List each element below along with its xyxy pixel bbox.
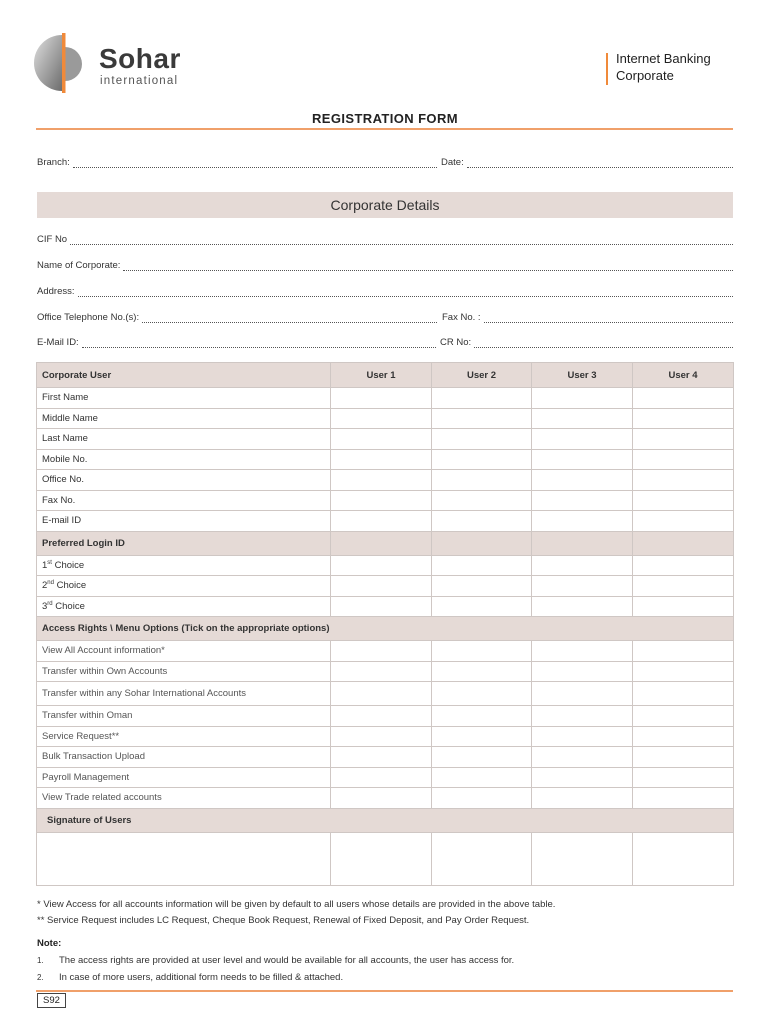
tick-cell[interactable] xyxy=(432,788,532,809)
row-label: Transfer within any Sohar International Accounts xyxy=(37,682,331,706)
table-row xyxy=(37,767,734,788)
input-cell[interactable] xyxy=(432,429,532,450)
tick-cell[interactable] xyxy=(532,767,633,788)
note-item-1: 1. The access rights are provided at user level and would be available for all accounts, the user has access for. xyxy=(37,955,515,966)
tick-cell[interactable] xyxy=(633,747,734,768)
table-header-user-4: User 4 xyxy=(633,363,734,388)
row-label: E-mail ID xyxy=(37,511,331,532)
tick-cell[interactable] xyxy=(532,682,633,706)
input-cell[interactable] xyxy=(331,596,432,617)
tick-cell[interactable] xyxy=(331,706,432,727)
row-label: 3rd Choice xyxy=(37,596,331,617)
header-line-1: Internet Banking xyxy=(616,51,711,66)
input-cell[interactable] xyxy=(432,449,532,470)
tick-cell[interactable] xyxy=(633,767,734,788)
cr-label: CR No: xyxy=(440,337,472,348)
table-header-user-3: User 3 xyxy=(532,363,633,388)
table-row xyxy=(37,429,734,450)
tick-cell[interactable] xyxy=(532,641,633,662)
input-cell[interactable] xyxy=(331,429,432,450)
tick-cell[interactable] xyxy=(331,726,432,747)
tick-cell[interactable] xyxy=(633,706,734,727)
input-cell[interactable] xyxy=(532,408,633,429)
address-field[interactable] xyxy=(37,285,733,297)
row-label: Transfer within Own Accounts xyxy=(37,661,331,682)
footnote-service-request: ** Service Request includes LC Request, Cheque Book Request, Renewal of Fixed Deposit, and Pay Order Request. xyxy=(37,915,530,926)
signature-cell-user-1[interactable] xyxy=(331,832,432,885)
footer-divider xyxy=(36,990,733,992)
input-cell[interactable] xyxy=(633,470,734,491)
input-cell[interactable] xyxy=(432,490,532,511)
input-cell[interactable] xyxy=(432,470,532,491)
tick-cell[interactable] xyxy=(432,641,532,662)
date-field[interactable] xyxy=(441,156,733,168)
row-label: Fax No. xyxy=(37,490,331,511)
signature-cell-user-3[interactable] xyxy=(532,832,633,885)
row-label: Transfer within Oman xyxy=(37,706,331,727)
row-label: Middle Name xyxy=(37,408,331,429)
tick-cell[interactable] xyxy=(633,788,734,809)
table-row xyxy=(37,706,734,727)
table-row xyxy=(37,388,734,409)
table-row xyxy=(37,449,734,470)
users-table xyxy=(36,362,734,886)
table-row xyxy=(37,641,734,662)
signature-blank-cell xyxy=(37,832,331,885)
tick-cell[interactable] xyxy=(331,641,432,662)
tick-cell[interactable] xyxy=(331,661,432,682)
row-label: 2nd Choice xyxy=(37,576,331,597)
input-cell[interactable] xyxy=(532,470,633,491)
input-cell[interactable] xyxy=(331,449,432,470)
tick-cell[interactable] xyxy=(532,747,633,768)
input-cell[interactable] xyxy=(532,449,633,470)
email-label: E-Mail ID: xyxy=(37,337,79,348)
form-code: S92 xyxy=(37,993,66,1008)
table-header-user-2: User 2 xyxy=(432,363,532,388)
table-row xyxy=(37,661,734,682)
tick-cell[interactable] xyxy=(331,767,432,788)
brand-subtitle: international xyxy=(100,75,179,87)
input-cell[interactable] xyxy=(432,576,532,597)
telephone-label: Office Telephone No.(s): xyxy=(37,312,140,323)
input-cell[interactable] xyxy=(633,408,734,429)
form-title: REGISTRATION FORM xyxy=(312,111,458,126)
signature-row xyxy=(37,832,734,885)
branch-field[interactable] xyxy=(37,156,437,168)
header-product-label xyxy=(616,50,711,84)
row-label: View Trade related accounts xyxy=(37,788,331,809)
table-header-row xyxy=(37,363,734,388)
address-label: Address: xyxy=(37,286,75,297)
table-row xyxy=(37,596,734,617)
input-cell[interactable] xyxy=(331,576,432,597)
row-label: Service Request** xyxy=(37,726,331,747)
tick-cell[interactable] xyxy=(532,706,633,727)
input-cell[interactable] xyxy=(331,490,432,511)
tick-cell[interactable] xyxy=(331,747,432,768)
row-label: 1st Choice xyxy=(37,555,331,576)
input-cell[interactable] xyxy=(532,429,633,450)
input-cell[interactable] xyxy=(532,511,633,532)
brand-name: Sohar xyxy=(99,43,181,74)
preferred-login-section-row xyxy=(37,531,734,555)
input-cell[interactable] xyxy=(532,596,633,617)
tick-cell[interactable] xyxy=(532,726,633,747)
row-label: Mobile No. xyxy=(37,449,331,470)
tick-cell[interactable] xyxy=(633,641,734,662)
input-cell[interactable] xyxy=(532,576,633,597)
input-cell[interactable] xyxy=(633,511,734,532)
table-row xyxy=(37,726,734,747)
table-header-corporate-user: Corporate User xyxy=(37,363,331,388)
tick-cell[interactable] xyxy=(432,747,532,768)
row-label: Last Name xyxy=(37,429,331,450)
table-row xyxy=(37,470,734,491)
table-row xyxy=(37,408,734,429)
branch-label: Branch: xyxy=(37,157,70,168)
tick-cell[interactable] xyxy=(633,726,734,747)
tick-cell[interactable] xyxy=(331,788,432,809)
table-row xyxy=(37,747,734,768)
email-field[interactable] xyxy=(37,336,436,348)
corporate-details-header: Corporate Details xyxy=(37,192,733,218)
note-item-2: 2. In case of more users, additional form needs to be filled & attached. xyxy=(37,972,344,983)
row-label: View All Account information* xyxy=(37,641,331,662)
cif-field[interactable] xyxy=(37,233,733,245)
tick-cell[interactable] xyxy=(432,726,532,747)
table-row xyxy=(37,555,734,576)
access-rights-heading: Access Rights \ Menu Options (Tick on the appropriate options) xyxy=(37,617,734,641)
signature-section-row xyxy=(37,808,734,832)
input-cell[interactable] xyxy=(432,408,532,429)
input-cell[interactable] xyxy=(532,388,633,409)
signature-cell-user-2[interactable] xyxy=(432,832,532,885)
telephone-field[interactable] xyxy=(37,311,437,323)
input-cell[interactable] xyxy=(633,596,734,617)
input-cell[interactable] xyxy=(331,555,432,576)
input-cell[interactable] xyxy=(331,408,432,429)
footnote-view-access: * View Access for all accounts information will be given by default to all users whose details are provided in the above table. xyxy=(37,899,556,910)
input-cell[interactable] xyxy=(633,490,734,511)
input-cell[interactable] xyxy=(432,596,532,617)
tick-cell[interactable] xyxy=(633,661,734,682)
tick-cell[interactable] xyxy=(432,682,532,706)
cif-label: CIF No xyxy=(37,234,68,245)
title-divider xyxy=(36,128,733,130)
row-label: First Name xyxy=(37,388,331,409)
input-cell[interactable] xyxy=(432,555,532,576)
tick-cell[interactable] xyxy=(532,788,633,809)
corporate-name-label: Name of Corporate: xyxy=(37,260,121,271)
tick-cell[interactable] xyxy=(432,706,532,727)
tick-cell[interactable] xyxy=(432,767,532,788)
signature-cell-user-4[interactable] xyxy=(633,832,734,885)
input-cell[interactable] xyxy=(532,555,633,576)
input-cell[interactable] xyxy=(633,555,734,576)
row-label: Bulk Transaction Upload xyxy=(37,747,331,768)
header-accent-bar xyxy=(606,53,608,85)
fax-field[interactable] xyxy=(442,311,733,323)
table-row xyxy=(37,682,734,706)
input-cell[interactable] xyxy=(633,449,734,470)
row-label: Office No. xyxy=(37,470,331,491)
input-cell[interactable] xyxy=(633,429,734,450)
tick-cell[interactable] xyxy=(331,682,432,706)
input-cell[interactable] xyxy=(532,490,633,511)
row-label: Payroll Management xyxy=(37,767,331,788)
note-heading: Note: xyxy=(37,938,62,949)
tick-cell[interactable] xyxy=(532,661,633,682)
tick-cell[interactable] xyxy=(633,682,734,706)
tick-cell[interactable] xyxy=(432,661,532,682)
input-cell[interactable] xyxy=(331,388,432,409)
input-cell[interactable] xyxy=(331,470,432,491)
date-label: Date: xyxy=(441,157,464,168)
table-row xyxy=(37,511,734,532)
input-cell[interactable] xyxy=(633,388,734,409)
signature-heading: Signature of Users xyxy=(37,808,734,832)
input-cell[interactable] xyxy=(633,576,734,597)
header-line-2: Corporate xyxy=(616,68,674,83)
table-row xyxy=(37,576,734,597)
input-cell[interactable] xyxy=(331,511,432,532)
access-rights-section-row xyxy=(37,617,734,641)
table-row xyxy=(37,788,734,809)
input-cell[interactable] xyxy=(432,511,532,532)
table-header-user-1: User 1 xyxy=(331,363,432,388)
input-cell[interactable] xyxy=(432,388,532,409)
preferred-login-heading: Preferred Login ID xyxy=(37,531,331,555)
cr-field[interactable] xyxy=(440,336,733,348)
table-row xyxy=(37,490,734,511)
corporate-name-field[interactable] xyxy=(37,259,733,271)
fax-label: Fax No. : xyxy=(442,312,481,323)
